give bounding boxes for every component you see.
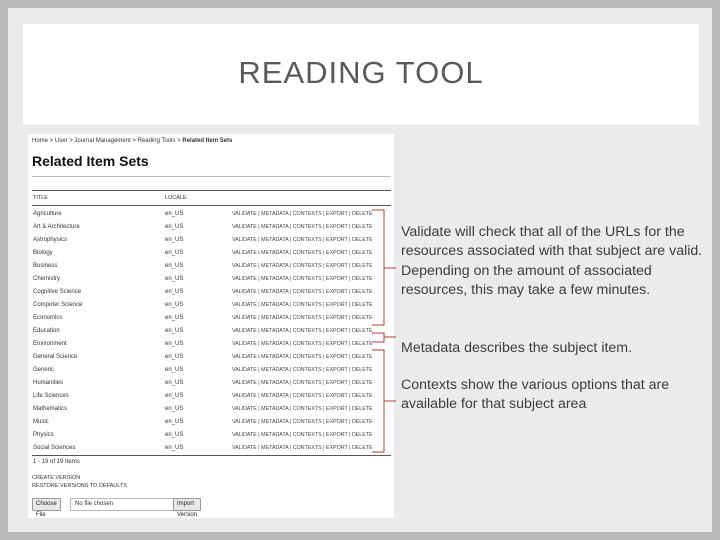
action-separator: | bbox=[288, 289, 293, 295]
row-title[interactable]: Mathematics bbox=[33, 406, 68, 412]
action-separator: | bbox=[256, 263, 262, 269]
action-link-metadata[interactable]: METADATA bbox=[261, 224, 289, 230]
page-title: Related Item Sets bbox=[32, 153, 149, 169]
action-link-metadata[interactable]: METADATA bbox=[261, 302, 289, 308]
action-separator: | bbox=[256, 432, 262, 438]
row-locale: en_US bbox=[165, 419, 184, 425]
action-link-metadata[interactable]: METADATA bbox=[261, 328, 289, 334]
row-locale: en_US bbox=[165, 367, 184, 373]
row-locale: en_US bbox=[165, 315, 184, 321]
action-link-delete[interactable]: DELETE bbox=[351, 224, 373, 230]
restore-versions-link[interactable]: RESTORE VERSIONS TO DEFAULTS bbox=[32, 483, 127, 489]
action-link-validate[interactable]: VALIDATE bbox=[232, 302, 257, 308]
action-separator: | bbox=[288, 302, 293, 308]
action-separator: | bbox=[347, 263, 352, 269]
action-link-metadata[interactable]: METADATA bbox=[261, 406, 289, 412]
create-version-link[interactable]: CREATE VERSION bbox=[32, 475, 81, 481]
action-link-validate[interactable]: VALIDATE bbox=[232, 419, 257, 425]
row-title[interactable]: Agriculture bbox=[33, 211, 62, 217]
action-link-metadata[interactable]: METADATA bbox=[261, 276, 289, 282]
action-separator: | bbox=[256, 406, 262, 412]
action-separator: | bbox=[256, 237, 262, 243]
action-separator: | bbox=[288, 211, 293, 217]
row-title[interactable]: Economics bbox=[33, 315, 63, 321]
action-link-contexts[interactable]: CONTEXTS bbox=[292, 406, 322, 412]
action-separator: | bbox=[347, 211, 352, 217]
note-validate: Validate will check that all of the URLs for the resources associated with that subject are valid. Depending on the amount of associated resources, this may take a few minutes. bbox=[401, 224, 703, 298]
action-separator: | bbox=[288, 341, 293, 347]
action-link-validate[interactable]: VALIDATE bbox=[232, 315, 257, 321]
row-title[interactable]: Music bbox=[33, 419, 49, 425]
action-separator: | bbox=[288, 315, 293, 321]
row-title[interactable]: Biology bbox=[33, 250, 53, 256]
row-locale: en_US bbox=[165, 302, 184, 308]
action-link-export[interactable]: EXPORT bbox=[326, 211, 348, 217]
action-separator: | bbox=[321, 237, 327, 243]
row-title[interactable]: Life Sciences bbox=[33, 393, 69, 399]
action-separator: | bbox=[347, 237, 352, 243]
row-locale: en_US bbox=[165, 354, 184, 360]
action-link-contexts[interactable]: CONTEXTS bbox=[292, 367, 322, 373]
action-separator: | bbox=[288, 406, 293, 412]
action-separator: | bbox=[256, 341, 262, 347]
action-link-delete[interactable]: DELETE bbox=[351, 250, 373, 256]
action-separator: | bbox=[256, 289, 262, 295]
action-separator: | bbox=[347, 315, 352, 321]
action-separator: | bbox=[347, 224, 352, 230]
action-separator: | bbox=[288, 445, 293, 451]
action-separator: | bbox=[256, 419, 262, 425]
action-link-metadata[interactable]: METADATA bbox=[261, 263, 289, 269]
action-separator: | bbox=[347, 367, 352, 373]
action-separator: | bbox=[321, 328, 327, 334]
action-link-validate[interactable]: VALIDATE bbox=[232, 211, 257, 217]
row-locale: en_US bbox=[165, 445, 184, 451]
row-locale: en_US bbox=[165, 289, 184, 295]
row-locale: en_US bbox=[165, 250, 184, 256]
action-link-validate[interactable]: VALIDATE bbox=[232, 341, 257, 347]
row-title[interactable]: Computer Science bbox=[33, 302, 83, 308]
action-separator: | bbox=[321, 380, 327, 386]
row-locale: en_US bbox=[165, 237, 184, 243]
action-link-metadata[interactable]: METADATA bbox=[261, 354, 289, 360]
action-link-contexts[interactable]: CONTEXTS bbox=[292, 341, 322, 347]
row-title[interactable]: Astrophysics bbox=[33, 237, 68, 243]
action-separator: | bbox=[321, 302, 327, 308]
action-link-delete[interactable]: DELETE bbox=[351, 393, 373, 399]
action-separator: | bbox=[347, 393, 352, 399]
action-separator: | bbox=[347, 380, 352, 386]
column-header-title: TITLE bbox=[33, 195, 48, 201]
action-link-contexts[interactable]: CONTEXTS bbox=[292, 432, 322, 438]
action-separator: | bbox=[347, 302, 352, 308]
breadcrumb-reading-tools[interactable]: Reading Tools bbox=[137, 138, 176, 144]
action-separator: | bbox=[347, 445, 352, 451]
breadcrumb-journal-management[interactable]: Journal Management bbox=[74, 138, 131, 144]
action-separator: | bbox=[256, 276, 262, 282]
action-link-validate[interactable]: VALIDATE bbox=[232, 328, 257, 334]
action-separator: | bbox=[347, 276, 352, 282]
row-locale: en_US bbox=[165, 328, 184, 334]
action-link-delete[interactable]: DELETE bbox=[351, 419, 373, 425]
row-title[interactable]: Social Sciences bbox=[33, 445, 76, 451]
action-link-export[interactable]: EXPORT bbox=[326, 406, 348, 412]
row-title[interactable]: Education bbox=[33, 328, 60, 334]
action-link-delete[interactable]: DELETE bbox=[351, 211, 373, 217]
action-separator: | bbox=[288, 263, 293, 269]
action-link-contexts[interactable]: CONTEXTS bbox=[292, 263, 322, 269]
action-link-metadata[interactable]: METADATA bbox=[261, 419, 289, 425]
note-metadata: Metadata describes the subject item. bbox=[401, 340, 633, 356]
row-locale: en_US bbox=[165, 406, 184, 412]
action-link-metadata[interactable]: METADATA bbox=[261, 211, 289, 217]
action-link-contexts[interactable]: CONTEXTS bbox=[292, 250, 322, 256]
action-link-delete[interactable]: DELETE bbox=[351, 263, 373, 269]
action-separator: | bbox=[321, 211, 327, 217]
action-link-metadata[interactable]: METADATA bbox=[261, 341, 289, 347]
action-link-metadata[interactable]: METADATA bbox=[261, 289, 289, 295]
row-title[interactable]: Generic bbox=[33, 367, 55, 373]
row-locale: en_US bbox=[165, 224, 184, 230]
action-link-export[interactable]: EXPORT bbox=[326, 393, 348, 399]
action-link-export[interactable]: EXPORT bbox=[326, 445, 348, 451]
item-count: 1 - 19 of 19 Items bbox=[33, 459, 80, 465]
action-link-export[interactable]: EXPORT bbox=[326, 419, 348, 425]
action-link-validate[interactable]: VALIDATE bbox=[232, 380, 257, 386]
action-link-contexts[interactable]: CONTEXTS bbox=[292, 302, 322, 308]
action-separator: | bbox=[288, 328, 293, 334]
action-link-export[interactable]: EXPORT bbox=[326, 224, 348, 230]
action-separator: | bbox=[321, 341, 327, 347]
action-separator: | bbox=[256, 250, 262, 256]
action-separator: | bbox=[347, 250, 352, 256]
action-link-export[interactable]: EXPORT bbox=[326, 276, 348, 282]
action-separator: | bbox=[288, 367, 293, 373]
action-separator: | bbox=[256, 224, 262, 230]
action-link-delete[interactable]: DELETE bbox=[351, 367, 373, 373]
action-link-contexts[interactable]: CONTEXTS bbox=[292, 315, 322, 321]
note-contexts: Contexts show the various options that are available for that subject area bbox=[401, 377, 670, 413]
action-link-delete[interactable]: DELETE bbox=[351, 302, 373, 308]
action-separator: | bbox=[321, 393, 327, 399]
action-separator: | bbox=[321, 354, 327, 360]
import-version-button[interactable]: Import Version bbox=[173, 498, 201, 511]
action-link-contexts[interactable]: CONTEXTS bbox=[292, 289, 322, 295]
action-separator: | bbox=[347, 341, 352, 347]
action-link-validate[interactable]: VALIDATE bbox=[232, 250, 257, 256]
row-title[interactable]: Physics bbox=[33, 432, 54, 438]
action-separator: | bbox=[288, 419, 293, 425]
action-separator: | bbox=[256, 211, 262, 217]
brace-metadata bbox=[372, 333, 396, 342]
row-title[interactable]: Business bbox=[33, 263, 58, 269]
action-separator: | bbox=[288, 224, 293, 230]
action-link-contexts[interactable]: CONTEXTS bbox=[292, 276, 322, 282]
action-link-delete[interactable]: DELETE bbox=[351, 315, 373, 321]
action-separator: | bbox=[288, 276, 293, 282]
action-link-export[interactable]: EXPORT bbox=[326, 367, 348, 373]
action-separator: | bbox=[321, 224, 327, 230]
action-link-export[interactable]: EXPORT bbox=[326, 250, 348, 256]
action-link-metadata[interactable]: METADATA bbox=[261, 237, 289, 243]
action-link-contexts[interactable]: CONTEXTS bbox=[292, 445, 322, 451]
choose-file-button[interactable]: Choose File bbox=[32, 498, 61, 511]
action-link-contexts[interactable]: CONTEXTS bbox=[292, 354, 322, 360]
action-link-metadata[interactable]: METADATA bbox=[261, 250, 289, 256]
action-link-validate[interactable]: VALIDATE bbox=[232, 393, 257, 399]
action-link-validate[interactable]: VALIDATE bbox=[232, 406, 257, 412]
action-separator: | bbox=[321, 250, 327, 256]
row-title[interactable]: Chemistry bbox=[33, 276, 61, 282]
action-link-delete[interactable]: DELETE bbox=[351, 380, 373, 386]
action-link-validate[interactable]: VALIDATE bbox=[232, 445, 257, 451]
action-separator: | bbox=[321, 276, 327, 282]
action-separator: | bbox=[288, 393, 293, 399]
action-link-export[interactable]: EXPORT bbox=[326, 432, 348, 438]
brace-validate bbox=[372, 210, 396, 325]
action-separator: | bbox=[256, 328, 262, 334]
action-separator: | bbox=[347, 432, 352, 438]
action-separator: | bbox=[321, 367, 327, 373]
action-separator: | bbox=[256, 367, 262, 373]
action-separator: | bbox=[256, 380, 262, 386]
breadcrumb-home[interactable]: Home bbox=[32, 138, 49, 144]
action-link-delete[interactable]: DELETE bbox=[351, 432, 373, 438]
action-link-validate[interactable]: VALIDATE bbox=[232, 289, 257, 295]
action-link-export[interactable]: EXPORT bbox=[326, 380, 348, 386]
breadcrumb-user[interactable]: User bbox=[54, 138, 68, 144]
action-separator: | bbox=[256, 354, 262, 360]
action-link-delete[interactable]: DELETE bbox=[351, 276, 373, 282]
action-separator: | bbox=[321, 289, 327, 295]
action-link-contexts[interactable]: CONTEXTS bbox=[292, 419, 322, 425]
action-link-contexts[interactable]: CONTEXTS bbox=[292, 380, 322, 386]
action-separator: | bbox=[288, 354, 293, 360]
action-link-validate[interactable]: VALIDATE bbox=[232, 237, 257, 243]
row-locale: en_US bbox=[165, 393, 184, 399]
brace-contexts bbox=[372, 350, 396, 452]
action-link-metadata[interactable]: METADATA bbox=[261, 315, 289, 321]
action-link-contexts[interactable]: CONTEXTS bbox=[292, 328, 322, 334]
action-link-validate[interactable]: VALIDATE bbox=[232, 367, 257, 373]
action-link-export[interactable]: EXPORT bbox=[326, 328, 348, 334]
action-link-metadata[interactable]: METADATA bbox=[261, 445, 289, 451]
action-link-contexts[interactable]: CONTEXTS bbox=[292, 211, 322, 217]
column-header-locale: LOCALE bbox=[165, 195, 187, 201]
action-separator: | bbox=[256, 393, 262, 399]
action-link-delete[interactable]: DELETE bbox=[351, 406, 373, 412]
action-link-export[interactable]: EXPORT bbox=[326, 315, 348, 321]
action-link-metadata[interactable]: METADATA bbox=[261, 367, 289, 373]
action-link-delete[interactable]: DELETE bbox=[351, 237, 373, 243]
action-separator: | bbox=[321, 263, 327, 269]
action-link-export[interactable]: EXPORT bbox=[326, 302, 348, 308]
file-name-display: No file chosen bbox=[70, 498, 176, 511]
action-separator: | bbox=[321, 315, 327, 321]
action-separator: | bbox=[347, 419, 352, 425]
action-separator: | bbox=[288, 250, 293, 256]
action-separator: | bbox=[321, 445, 327, 451]
action-link-validate[interactable]: VALIDATE bbox=[232, 276, 257, 282]
action-separator: | bbox=[321, 419, 327, 425]
row-locale: en_US bbox=[165, 380, 184, 386]
row-locale: en_US bbox=[165, 211, 184, 217]
action-link-metadata[interactable]: METADATA bbox=[261, 393, 289, 399]
action-link-contexts[interactable]: CONTEXTS bbox=[292, 393, 322, 399]
breadcrumb-current: Related Item Sets bbox=[182, 138, 233, 144]
slide-title: READING TOOL bbox=[238, 55, 484, 90]
action-separator: | bbox=[347, 354, 352, 360]
action-link-export[interactable]: EXPORT bbox=[326, 354, 348, 360]
action-separator: | bbox=[321, 432, 327, 438]
action-link-metadata[interactable]: METADATA bbox=[261, 432, 289, 438]
action-link-delete[interactable]: DELETE bbox=[351, 289, 373, 295]
action-separator: | bbox=[288, 380, 293, 386]
row-locale: en_US bbox=[165, 263, 184, 269]
action-link-delete[interactable]: DELETE bbox=[351, 445, 373, 451]
row-locale: en_US bbox=[165, 341, 184, 347]
action-link-validate[interactable]: VALIDATE bbox=[232, 263, 257, 269]
action-separator: | bbox=[347, 406, 352, 412]
row-title[interactable]: Humanities bbox=[33, 380, 64, 386]
row-title[interactable]: Environment bbox=[33, 341, 67, 347]
action-separator: | bbox=[288, 237, 293, 243]
action-link-delete[interactable]: DELETE bbox=[351, 341, 373, 347]
action-separator: | bbox=[256, 315, 262, 321]
row-title[interactable]: Cognitive Science bbox=[33, 289, 82, 295]
action-separator: | bbox=[288, 432, 293, 438]
action-link-export[interactable]: EXPORT bbox=[326, 263, 348, 269]
action-link-export[interactable]: EXPORT bbox=[326, 237, 348, 243]
row-title[interactable]: General Science bbox=[33, 354, 78, 360]
action-link-validate[interactable]: VALIDATE bbox=[232, 354, 257, 360]
row-title[interactable]: Art & Architecture bbox=[33, 224, 80, 230]
action-link-export[interactable]: EXPORT bbox=[326, 341, 348, 347]
row-locale: en_US bbox=[165, 276, 184, 282]
action-link-validate[interactable]: VALIDATE bbox=[232, 224, 257, 230]
action-link-delete[interactable]: DELETE bbox=[351, 328, 373, 334]
action-link-contexts[interactable]: CONTEXTS bbox=[292, 224, 322, 230]
action-separator: | bbox=[347, 289, 352, 295]
action-link-metadata[interactable]: METADATA bbox=[261, 380, 289, 386]
action-link-delete[interactable]: DELETE bbox=[351, 354, 373, 360]
action-separator: | bbox=[347, 328, 352, 334]
action-separator: | bbox=[256, 302, 262, 308]
row-locale: en_US bbox=[165, 432, 184, 438]
breadcrumb: Home > User > Journal Management > Reading Tools > Related Item Sets bbox=[32, 138, 233, 144]
action-link-contexts[interactable]: CONTEXTS bbox=[292, 237, 322, 243]
action-link-validate[interactable]: VALIDATE bbox=[232, 432, 257, 438]
action-separator: | bbox=[321, 406, 327, 412]
action-link-export[interactable]: EXPORT bbox=[326, 289, 348, 295]
action-separator: | bbox=[256, 445, 262, 451]
